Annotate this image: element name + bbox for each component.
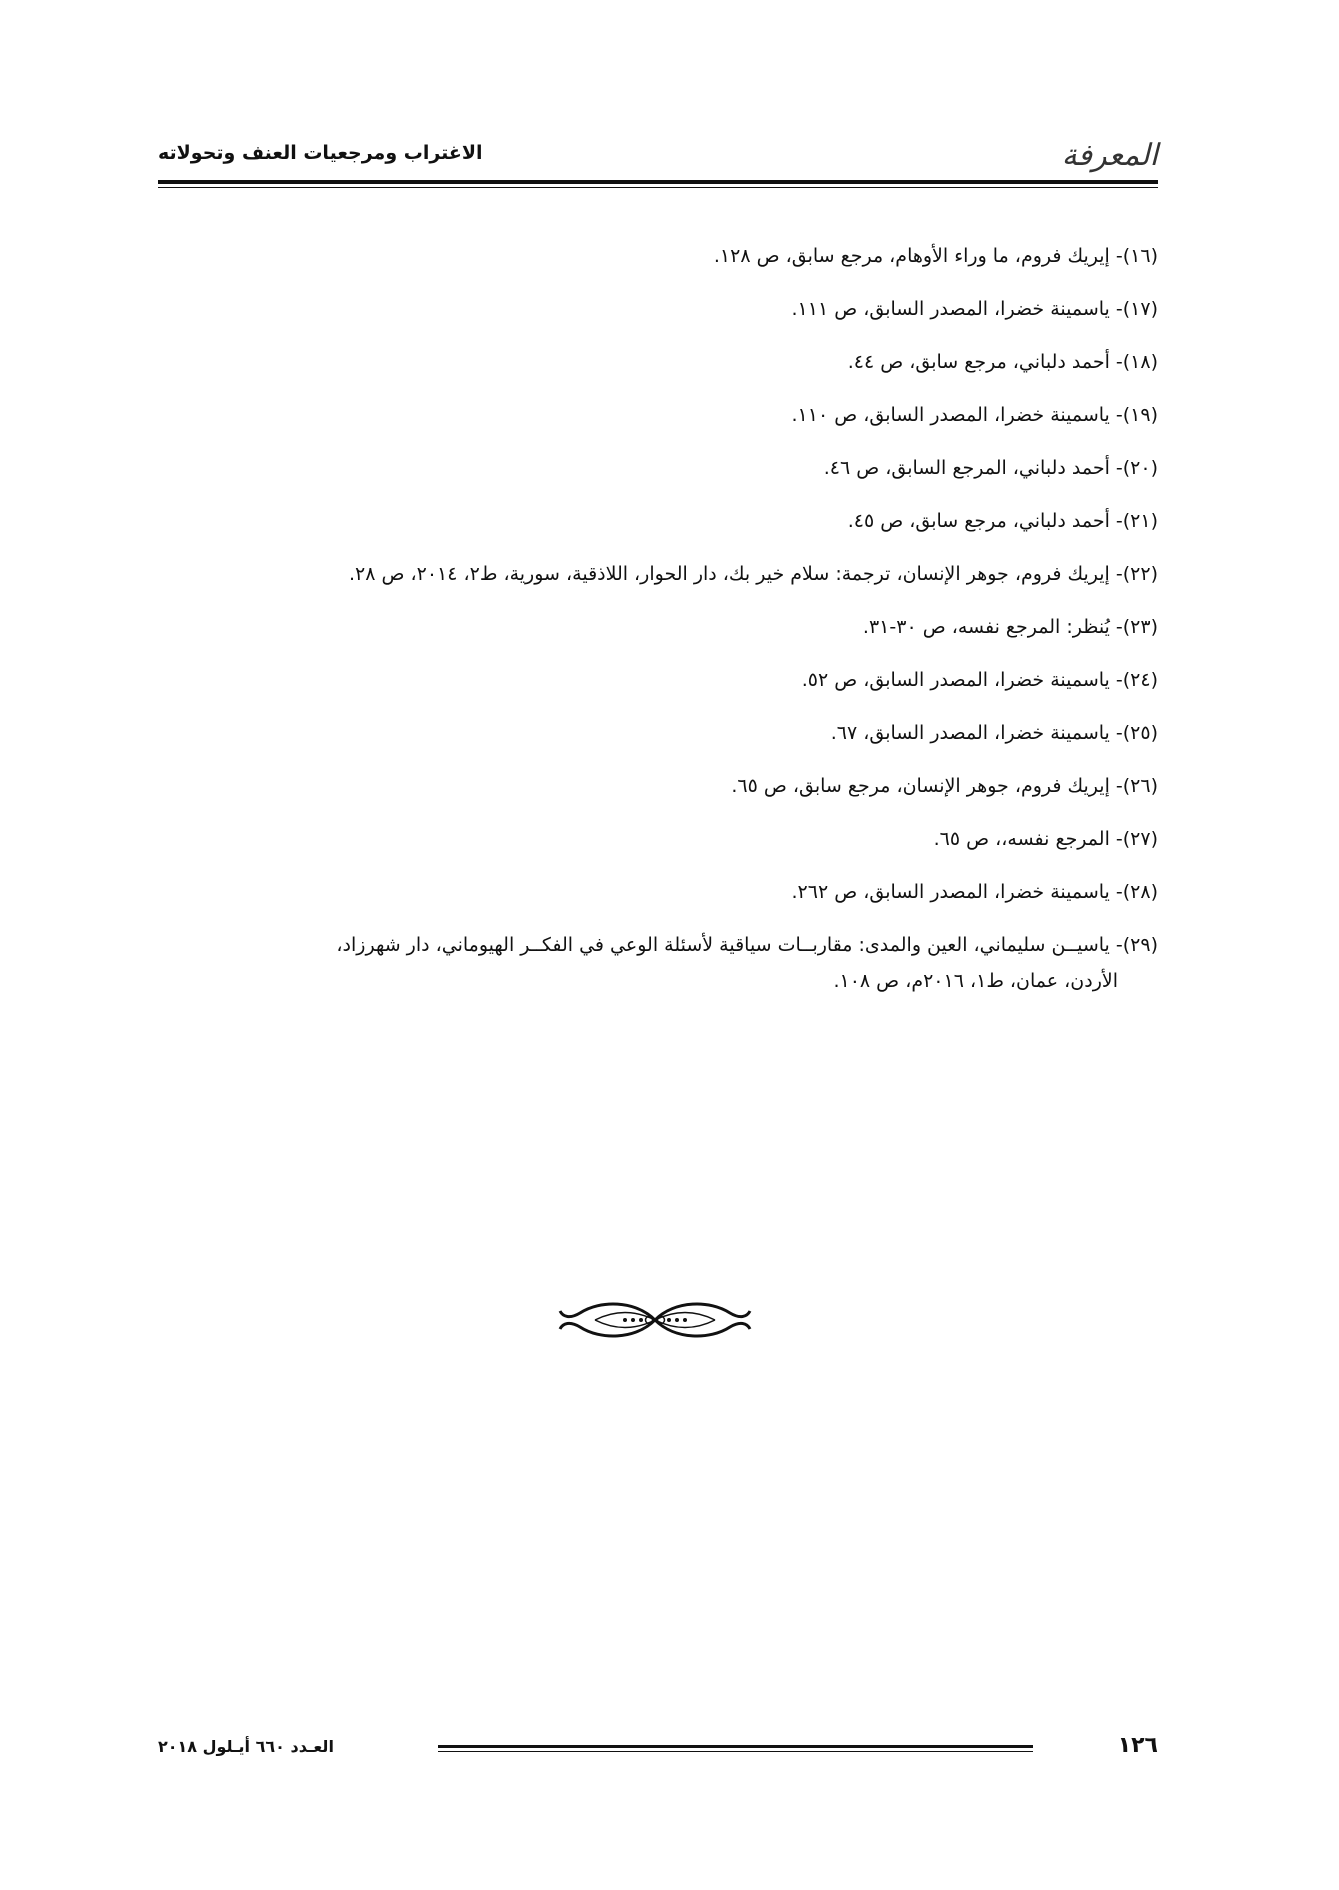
endnote-20: (٢٠)- أحمد دلباني، المرجع السابق، ص ٤٦. <box>823 457 1158 479</box>
issue-info: العـدد ٦٦٠ أيـلول ٢٠١٨ <box>158 1737 334 1756</box>
header-rule <box>158 180 1158 184</box>
endnote-25: (٢٥)- ياسمينة خضرا، المصدر السابق، ٦٧. <box>830 722 1158 744</box>
endnote-22: (٢٢)- إيريك فروم، جوهر الإنسان، ترجمة: سلام خير بك، دار الحوار، اللاذقية، سورية، ط٢، ٢٠١٤، ص ٢٨. <box>348 563 1158 585</box>
endnote-17: (١٧)- ياسمينة خضرا، المصدر السابق، ص ١١١. <box>791 298 1158 320</box>
endnote-29 <box>148 927 1158 999</box>
endnote-29-line2: الأردن، عمان، ط١، ٢٠١٦م، ص ١٠٨. <box>833 970 1118 992</box>
header-rule-thin <box>158 187 1158 188</box>
page-number: ١٢٦ <box>1117 1733 1158 1758</box>
endnote-27: (٢٧)- المرجع نفسه،، ص ٦٥. <box>933 828 1158 850</box>
endnote-23: (٢٣)- يُنظر: المرجع نفسه، ص ٣٠-٣١. <box>862 616 1158 638</box>
endnotes-list <box>148 238 1158 1016</box>
page-footer <box>158 1733 1158 1763</box>
journal-logo: المعرفة <box>1061 138 1158 173</box>
footer-rule-thin <box>438 1751 1033 1752</box>
ornament-divider-icon <box>555 1295 755 1345</box>
page-header <box>158 128 1158 176</box>
footer-rule <box>438 1745 1033 1748</box>
endnote-24: (٢٤)- ياسمينة خضرا، المصدر السابق، ص ٥٢. <box>801 669 1158 691</box>
running-title: الاغتراب ومرجعيات العنف وتحولاته <box>158 142 483 164</box>
endnote-16: (١٦)- إيريك فروم، ما وراء الأوهام، مرجع سابق، ص ١٢٨. <box>713 245 1158 267</box>
endnote-18: (١٨)- أحمد دلباني، مرجع سابق، ص ٤٤. <box>847 351 1158 373</box>
endnote-21: (٢١)- أحمد دلباني، مرجع سابق، ص ٤٥. <box>847 510 1158 532</box>
endnote-19: (١٩)- ياسمينة خضرا، المصدر السابق، ص ١١٠. <box>791 404 1158 426</box>
endnote-28: (٢٨)- ياسمينة خضرا، المصدر السابق، ص ٢٦٢. <box>791 881 1158 903</box>
endnote-26: (٢٦)- إيريك فروم، جوهر الإنسان، مرجع سابق، ص ٦٥. <box>731 775 1158 797</box>
endnote-29-line1: (٢٩)- ياسيــن سليماني، العين والمدى: مقاربــات سياقية لأسئلة الوعي في الفكــر الهيوماني، دار شهرزاد، <box>336 934 1158 956</box>
